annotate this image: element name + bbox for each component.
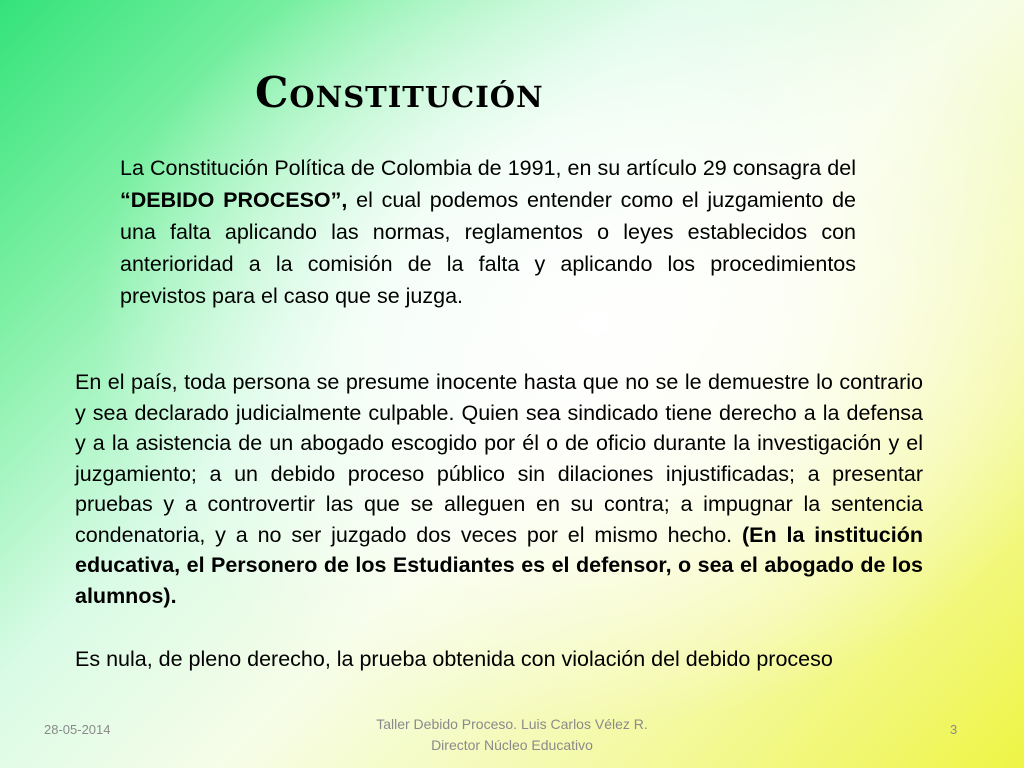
footer-caption-line: Director Núcleo Educativo <box>431 737 593 753</box>
footer-caption <box>330 714 694 756</box>
footer-caption-line: Taller Debido Proceso. Luis Carlos Vélez R. <box>376 716 648 732</box>
paragraph-text: Es nula, de pleno derecho, la prueba obtenida con violación del debido proceso <box>75 647 833 671</box>
paragraph-presumption-innocence <box>75 367 923 611</box>
paragraph-bold-text: “DEBIDO PROCESO”, <box>120 188 348 212</box>
slide-title: Constitución <box>255 68 544 117</box>
slide-number: 3 <box>950 722 958 737</box>
paragraph-null-evidence <box>75 644 923 675</box>
paragraph-text: En el país, toda persona se presume inocente hasta que no se le demuestre lo contrario y sea declarado judicialmente culpable. Quien sea sindicado tiene derecho a la defensa y a la asistencia de un abogado escogido por él o de oficio durante la investigación y el juzgamiento; a un debido proceso público sin dilaciones injustificadas; a presentar pruebas y a controvertir las que se alleguen en su contra; a impugnar la sentencia condenatoria, y a no ser juzgado dos veces por el mismo hecho. <box>75 370 923 547</box>
paragraph-bold-text: (En la institución educativa, el Personero de los Estudiantes es el defensor, o sea el abogado de los alumnos). <box>75 522 923 608</box>
paragraph-text: el cual podemos entender como el juzgamiento de una falta aplicando las normas, reglamentos o leyes establecidos con anterioridad a la comisión de la falta y aplicando los procedimientos previstos para el caso que se juzga. <box>120 188 856 308</box>
paragraph-text: La Constitución Política de Colombia de 1991, en su artículo 29 consagra del <box>120 156 856 180</box>
footer-date: 28-05-2014 <box>44 722 111 737</box>
paragraph-constitution <box>120 152 856 312</box>
